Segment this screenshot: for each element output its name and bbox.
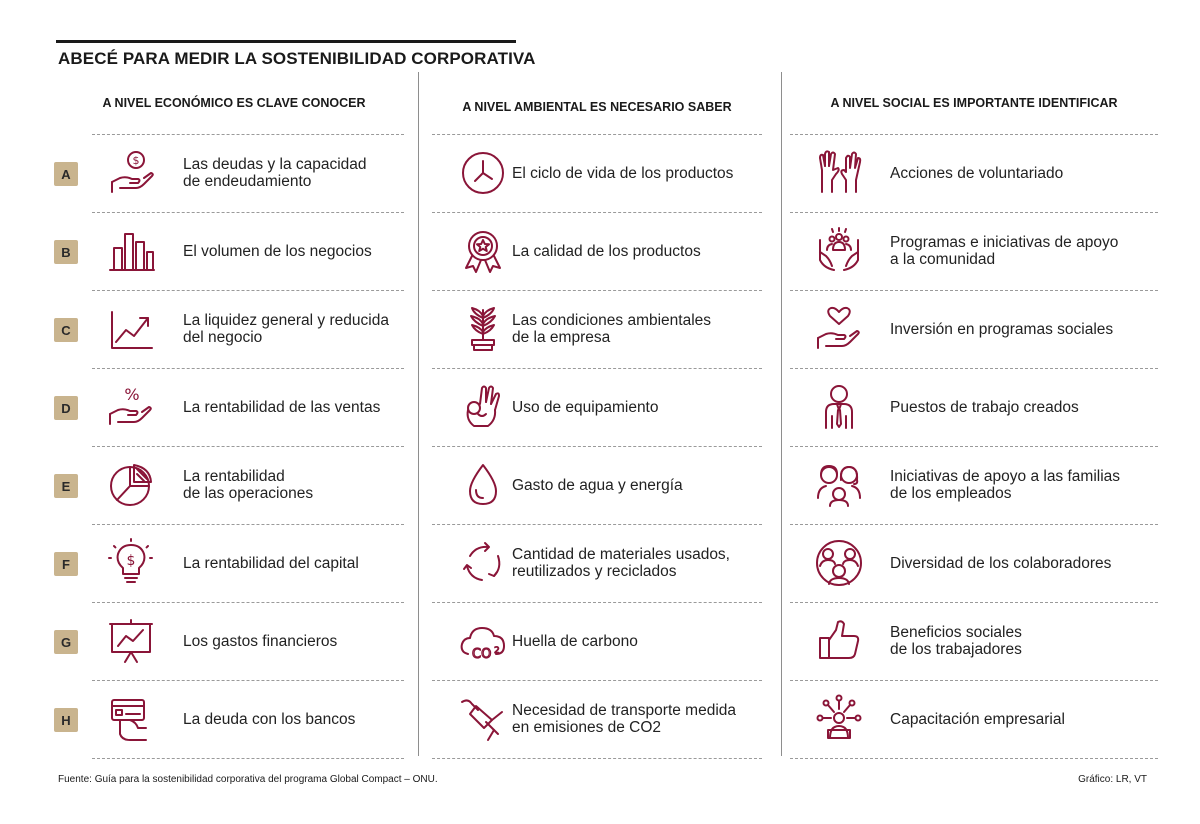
item-label-line: Las deudas y la capacidad — [183, 156, 367, 173]
letter-badge: A — [54, 162, 78, 186]
clock-cycle-icon — [458, 148, 508, 198]
letter-badge: G — [54, 630, 78, 654]
item-label-line: Necesidad de transporte medida — [512, 702, 737, 719]
item-label-line: del negocio — [183, 329, 263, 346]
item-label-line: en emisiones de CO2 — [512, 719, 662, 736]
item-label — [183, 134, 367, 212]
item-label — [890, 446, 1120, 524]
list-item — [790, 524, 1158, 602]
hand-percent-icon — [106, 382, 156, 432]
column-3 — [790, 96, 1158, 776]
recycle-icon — [458, 538, 508, 588]
item-label-line: Cantidad de materiales usados, — [512, 546, 730, 563]
item-label-line: Diversidad de los colaboradores — [890, 554, 1112, 572]
item-label-line: Programas e iniciativas de apoyo — [890, 234, 1119, 251]
list-item — [790, 368, 1158, 446]
row-separator — [790, 758, 1158, 759]
column-1 — [92, 96, 404, 776]
presentation-board-icon — [106, 616, 156, 666]
credit-note: Gráfico: LR, VT — [1078, 774, 1147, 785]
item-label-line: La rentabilidad del capital — [183, 554, 359, 572]
svg-text:$: $ — [132, 154, 140, 167]
list-item — [432, 290, 762, 368]
item-label-line: La liquidez general y reducida — [183, 312, 389, 329]
list-item — [92, 446, 404, 524]
hand-card-icon — [106, 694, 156, 744]
item-label — [890, 134, 1063, 212]
list-item — [432, 446, 762, 524]
column-header: A NIVEL ECONÓMICO ES CLAVE CONOCER — [102, 96, 366, 110]
item-label — [512, 446, 683, 524]
list-item — [432, 134, 762, 212]
row-separator — [432, 758, 762, 759]
letter-badge: F — [54, 552, 78, 576]
list-item — [790, 212, 1158, 290]
column-2 — [432, 96, 762, 776]
svg-text:%: % — [124, 385, 140, 404]
item-label-line: de los trabajadores — [890, 641, 1022, 658]
item-label — [183, 602, 337, 680]
item-label-line: de la empresa — [512, 329, 611, 346]
letter-badge: B — [54, 240, 78, 264]
item-label-line: a la comunidad — [890, 251, 996, 268]
employee-icon — [814, 382, 864, 432]
letter-badge: D — [54, 396, 78, 420]
title-rule — [56, 40, 516, 43]
item-label — [512, 368, 659, 446]
column-divider — [418, 72, 419, 756]
item-label-line: Capacitación empresarial — [890, 710, 1065, 728]
list-item — [790, 446, 1158, 524]
ok-hand-icon — [458, 382, 508, 432]
item-label-line: El volumen de los negocios — [183, 242, 372, 260]
item-label — [512, 680, 736, 758]
item-label — [890, 212, 1118, 290]
svg-text:$: $ — [126, 553, 136, 569]
item-label — [512, 290, 711, 368]
item-label — [890, 680, 1065, 758]
item-label-line: de los empleados — [890, 485, 1012, 502]
item-label — [183, 524, 359, 602]
plant-icon — [458, 304, 508, 354]
item-label-line: Beneficios sociales — [890, 624, 1022, 641]
item-label-line: reutilizados y reciclados — [512, 563, 677, 580]
item-label-line: Gasto de agua y energía — [512, 476, 683, 494]
list-item — [432, 680, 762, 758]
svg-text:CO: CO — [472, 647, 492, 662]
column-header: A NIVEL SOCIAL ES IMPORTANTE IDENTIFICAR — [830, 96, 1118, 110]
item-label-line: Acciones de voluntariado — [890, 164, 1064, 182]
source-note: Fuente: Guía para la sostenibilidad corporativa del programa Global Compact – ONU. — [58, 774, 438, 785]
diversity-group-icon — [814, 538, 864, 588]
list-item — [92, 290, 404, 368]
letter-badge: E — [54, 474, 78, 498]
item-label-line: de las operaciones — [183, 485, 314, 502]
item-label-line: Iniciativas de apoyo a las familias — [890, 468, 1121, 485]
item-label — [890, 602, 1022, 680]
quality-badge-icon — [458, 226, 508, 276]
pie-chart-icon — [106, 460, 156, 510]
column-header: A NIVEL AMBIENTAL ES NECESARIO SABER — [462, 100, 732, 114]
item-label-line: Inversión en programas sociales — [890, 320, 1114, 338]
item-label — [512, 524, 730, 602]
list-item — [790, 680, 1158, 758]
item-label — [183, 680, 355, 758]
item-label — [183, 290, 389, 368]
item-label-line: El ciclo de vida de los productos — [512, 164, 734, 182]
raised-hands-icon — [814, 148, 864, 198]
water-drop-icon — [458, 460, 508, 510]
item-label-line: La deuda con los bancos — [183, 710, 356, 728]
item-label — [890, 290, 1113, 368]
item-label — [512, 212, 701, 290]
list-item — [432, 524, 762, 602]
item-label-line: Huella de carbono — [512, 632, 638, 650]
community-hands-icon — [814, 226, 864, 276]
bar-chart-icon — [106, 226, 156, 276]
list-item — [92, 524, 404, 602]
list-item — [92, 680, 404, 758]
letter-badge: H — [54, 708, 78, 732]
thumbs-up-icon — [814, 616, 864, 666]
lightbulb-dollar-icon — [106, 538, 156, 588]
row-separator — [92, 758, 404, 759]
co2-cloud-icon — [458, 616, 508, 666]
list-item — [790, 134, 1158, 212]
item-label-line: La rentabilidad de las ventas — [183, 398, 381, 416]
item-label — [512, 602, 638, 680]
family-icon — [814, 460, 864, 510]
list-item — [92, 368, 404, 446]
growth-chart-icon — [106, 304, 156, 354]
list-item — [92, 134, 404, 212]
item-label-line: La calidad de los productos — [512, 242, 701, 260]
item-label — [183, 368, 380, 446]
svg-text:2: 2 — [494, 646, 500, 656]
list-item — [790, 290, 1158, 368]
item-label — [890, 524, 1111, 602]
list-item — [432, 212, 762, 290]
item-label — [183, 212, 372, 290]
training-icon — [814, 694, 864, 744]
list-item — [432, 602, 762, 680]
item-label-line: Puestos de trabajo creados — [890, 398, 1079, 416]
list-item — [432, 368, 762, 446]
letter-badge: C — [54, 318, 78, 342]
item-label-line: Los gastos financieros — [183, 632, 338, 650]
hand-coin-icon — [106, 148, 156, 198]
list-item — [92, 212, 404, 290]
fuel-nozzle-icon — [458, 694, 508, 744]
column-divider — [781, 72, 782, 756]
page-title: ABECÉ PARA MEDIR LA SOSTENIBILIDAD CORPORATIVA — [58, 49, 536, 68]
list-item — [790, 602, 1158, 680]
item-label — [890, 368, 1079, 446]
hand-heart-icon — [814, 304, 864, 354]
item-label-line: Las condiciones ambientales — [512, 312, 712, 329]
item-label — [512, 134, 733, 212]
item-label — [183, 446, 313, 524]
item-label-line: de endeudamiento — [183, 173, 312, 190]
item-label-line: La rentabilidad — [183, 468, 285, 485]
list-item — [92, 602, 404, 680]
item-label-line: Uso de equipamiento — [512, 398, 659, 416]
